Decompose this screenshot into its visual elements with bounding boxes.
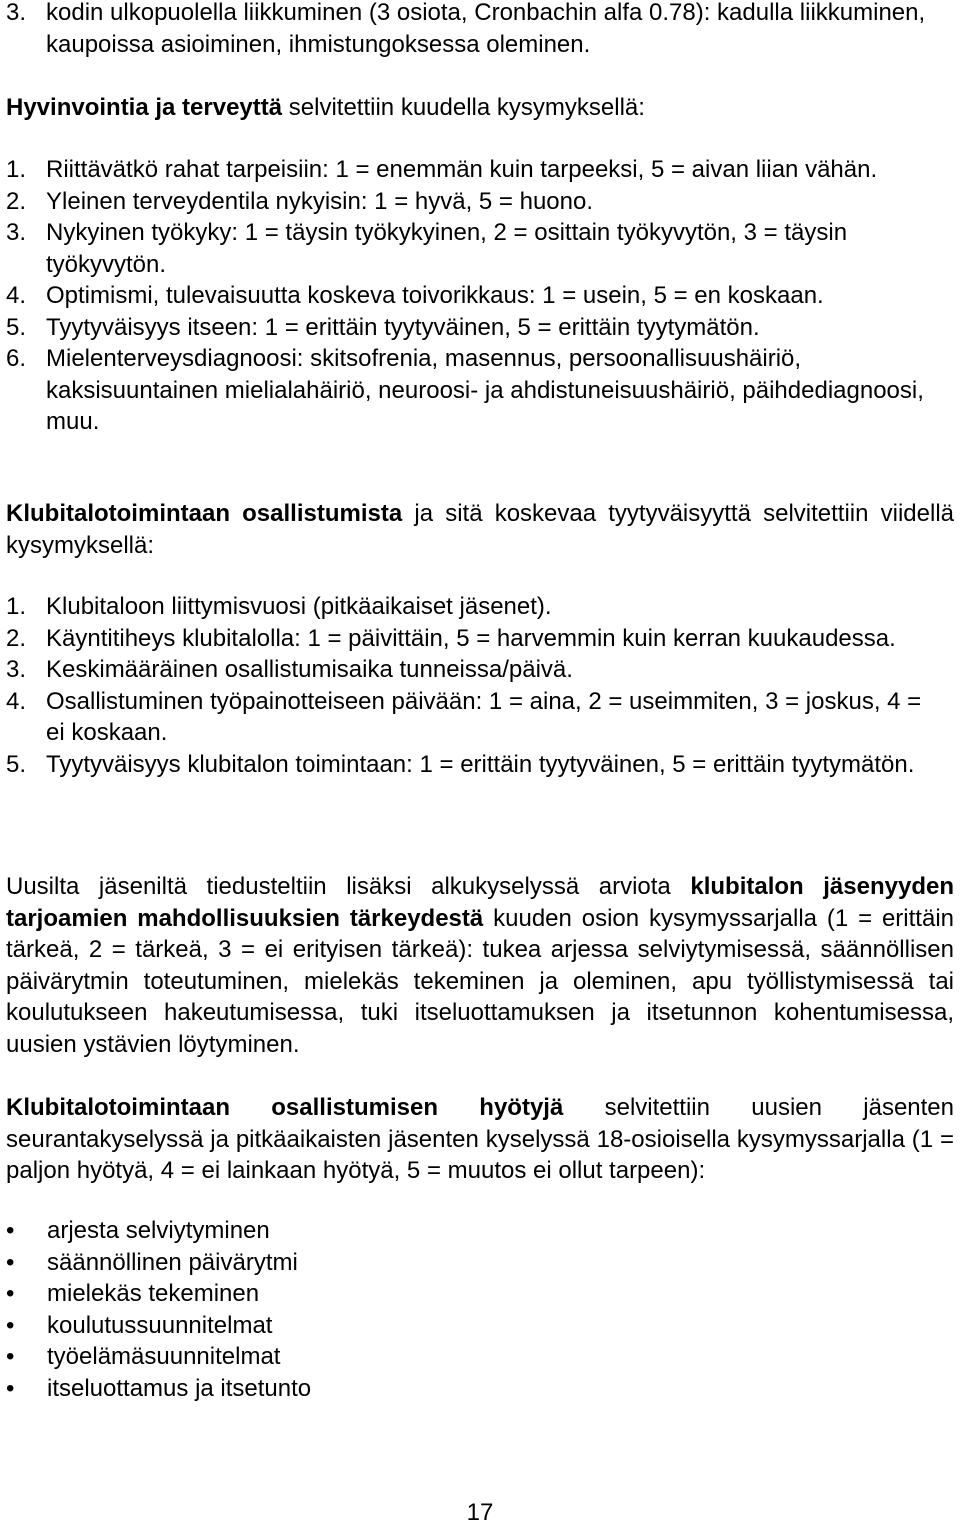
- bullet-item: [6, 1278, 930, 1310]
- list-text: Riittävätkö rahat tarpeisiin: 1 = enemmän kuin tarpeeksi, 5 = aivan liian vähän.: [46, 156, 878, 183]
- benefit-text: selvitettiin uusien jäsenten seurantakyselyssä ja pitkäaikaisten jäsenten kyselyssä 18-osioisella kysymyssarjalla (1 = paljon hyötyä, 4 = ei lainkaan hyötyä, 5 = muutos ei ollut tarpeen):: [6, 1094, 954, 1184]
- list-item: [6, 749, 930, 781]
- benefit-bold: Klubitalotoimintaan osallistumisen hyötyjä: [6, 1094, 564, 1121]
- wellbeing-intro: [6, 92, 954, 124]
- bullet-text: itseluottamus ja itsetunto: [47, 1374, 312, 1402]
- list-number: 3.: [6, 656, 27, 683]
- list-number: 5.: [6, 750, 27, 778]
- benefit-paragraph: [6, 1092, 954, 1187]
- bullet-item: [6, 1310, 930, 1342]
- page-number: 17: [466, 1499, 494, 1526]
- list-text: Osallistuminen työpainotteiseen päivään: 1 = aina, 2 = useimmiten, 3 = joskus, 4 = ei koskaan.: [46, 687, 922, 746]
- bullet-item: [6, 1215, 930, 1247]
- new-members-text-rest: kuuden osion kysymyssarjalla (1 = erittäin tärkeä, 2 = tärkeä, 3 = ei erityisen tärkeä): tukea arjessa selviytymisessä, säännöllisen päivärytmin toteutuminen, mielekäs tekeminen ja oleminen, apu työllistymisessä tai koulutukseen hakeutumisessa, tuki itseluottamuksen ja itsetunnon kohentumisessa, uusien ystävien löytyminen.: [6, 904, 954, 1058]
- list-text: Keskimääräinen osallistumisaika tunneissa/päivä.: [46, 656, 573, 683]
- bullet-text: mielekäs tekeminen: [47, 1280, 260, 1307]
- list-item: [6, 186, 930, 218]
- list-number: 3.: [6, 219, 27, 246]
- list-text: Mielenterveysdiagnoosi: skitsofrenia, masennus, persoonallisuushäiriö, kaksisuuntainen mielialahäiriö, neuroosi- ja ahdistuneisuushäiriö, päihdediagnoosi, muu.: [46, 345, 924, 435]
- bullet-text: arjesta selviytyminen: [47, 1217, 270, 1244]
- list-number: 1.: [6, 593, 27, 620]
- list-text: kodin ulkopuolella liikkuminen (3 osiota, Cronbachin alfa 0.78): kadulla liikkuminen, kaupoissa asioiminen, ihmistungoksessa oleminen.: [46, 0, 926, 58]
- bullet-icon: •: [6, 1280, 15, 1307]
- bullet-item: [6, 1341, 930, 1373]
- bullet-icon: •: [6, 1248, 15, 1276]
- list-item: [6, 343, 930, 438]
- participation-intro-bold: Klubitalotoimintaan osallistumista: [6, 500, 403, 527]
- list-item: [6, 280, 930, 312]
- list-number: 6.: [6, 345, 27, 372]
- list-number: 2.: [6, 187, 27, 215]
- top-list: [6, 0, 930, 60]
- new-members-paragraph: [6, 871, 954, 1060]
- bullet-text: säännöllinen päivärytmi: [47, 1248, 298, 1276]
- participation-intro-rest: ja sitä koskevaa tyytyväisyyttä selvitettiin viidellä kysymyksellä:: [6, 500, 954, 559]
- benefit-bullet-list: [6, 1215, 930, 1404]
- list-text: Tyytyväisyys klubitalon toimintaan: 1 = erittäin tyytyväinen, 5 = erittäin tyytymätön.: [46, 750, 915, 778]
- list-number: 4.: [6, 687, 27, 715]
- list-number: 4.: [6, 282, 27, 309]
- list-text: Käyntitiheys klubitalolla: 1 = päivittäin, 5 = harvemmin kuin kerran kuukaudessa.: [46, 624, 896, 652]
- list-item: [6, 654, 930, 686]
- bullet-text: työelämäsuunnitelmat: [47, 1343, 281, 1370]
- list-item: [6, 217, 930, 280]
- list-number: 3.: [6, 0, 27, 26]
- new-members-bold: klubitalon jäsenyyden tarjoamien mahdollisuuksien tärkeydestä: [6, 873, 954, 932]
- bullet-icon: •: [6, 1374, 15, 1402]
- list-number: 5.: [6, 313, 27, 341]
- bullet-item: [6, 1373, 930, 1405]
- wellbeing-list: [6, 154, 930, 438]
- list-text: Nykyinen työkyky: 1 = täysin työkykyinen, 2 = osittain työkyvytön, 3 = täysin työkyvytön.: [46, 219, 848, 278]
- bullet-icon: •: [6, 1311, 15, 1339]
- wellbeing-intro-bold: Hyvinvointia ja terveyttä: [6, 94, 283, 121]
- list-text: Yleinen terveydentila nykyisin: 1 = hyvä, 5 = huono.: [46, 187, 594, 215]
- bullet-icon: •: [6, 1343, 15, 1370]
- list-item: [6, 686, 930, 749]
- bullet-icon: •: [6, 1217, 15, 1244]
- list-item: [6, 154, 930, 186]
- new-members-text: Uusilta jäseniltä tiedusteltiin lisäksi alkukyselyssä arviota: [6, 873, 691, 900]
- list-item: [6, 312, 930, 344]
- list-item: [6, 0, 930, 60]
- wellbeing-intro-rest: selvitettiin kuudella kysymyksellä:: [282, 94, 645, 121]
- list-item: [6, 623, 930, 655]
- participation-list: [6, 591, 930, 780]
- list-text: Tyytyväisyys itseen: 1 = erittäin tyytyväinen, 5 = erittäin tyytymätön.: [46, 313, 760, 341]
- bullet-item: [6, 1247, 930, 1279]
- participation-intro: [6, 498, 954, 561]
- list-text: Optimismi, tulevaisuutta koskeva toivorikkaus: 1 = usein, 5 = en koskaan.: [46, 282, 824, 309]
- list-text: Klubitaloon liittymisvuosi (pitkäaikaiset jäsenet).: [46, 593, 552, 620]
- list-number: 2.: [6, 624, 27, 652]
- list-number: 1.: [6, 156, 27, 183]
- list-item: [6, 591, 930, 623]
- bullet-text: koulutussuunnitelmat: [47, 1311, 273, 1339]
